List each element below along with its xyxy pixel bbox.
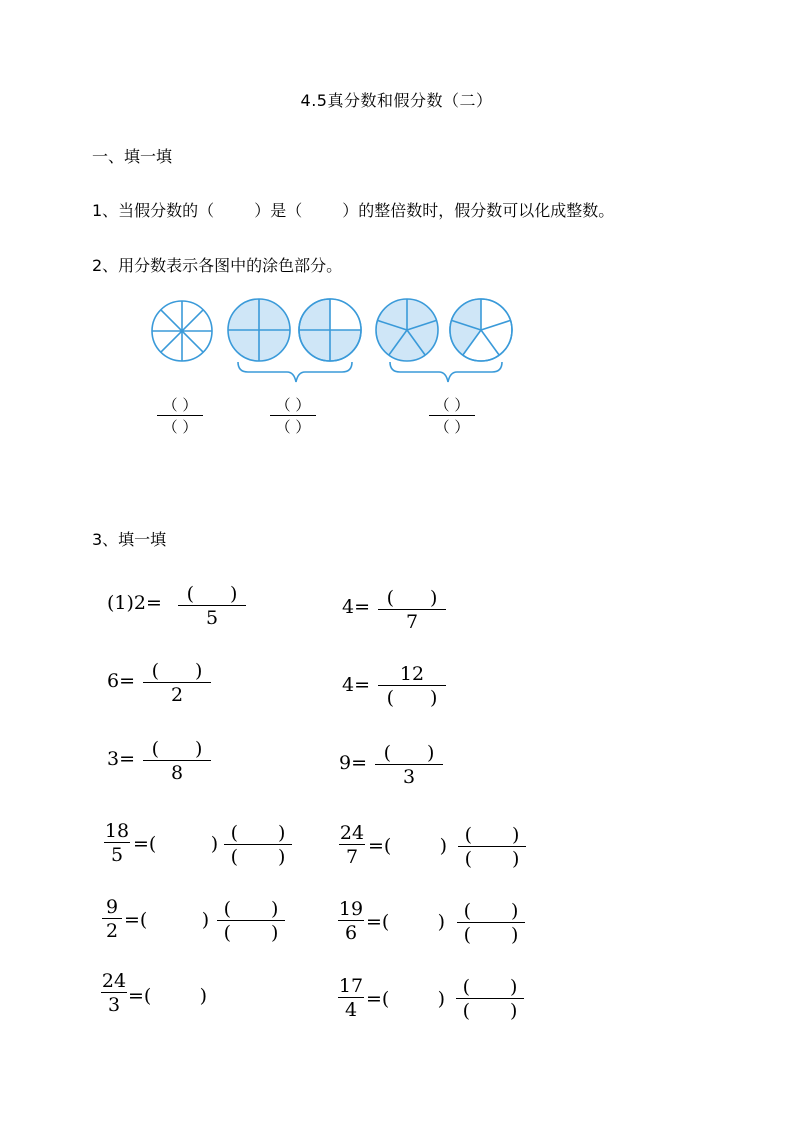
eq-4-fraction[interactable]: 12 ( ) bbox=[378, 663, 446, 708]
eq-2-left: 4= bbox=[342, 596, 371, 618]
mixed-6-source: 17 4 bbox=[338, 975, 364, 1021]
q1-suffix: ）的整倍数时，假分数可以化成整数。 bbox=[342, 201, 615, 220]
mixed-6-whole-blank[interactable]: =( ) bbox=[366, 988, 446, 1010]
eq-1-left: (1)2= bbox=[107, 592, 162, 614]
mixed-3-source: 9 2 bbox=[102, 896, 122, 941]
mixed-2-fraction-blank[interactable]: ( ) ( ) bbox=[458, 824, 526, 869]
eq-2-fraction[interactable]: ( ) 7 bbox=[378, 587, 446, 632]
answer-fraction-1[interactable]: （ ） （ ） bbox=[155, 395, 205, 436]
brace-left bbox=[238, 362, 352, 382]
q1-prefix: 1、当假分数的（ bbox=[92, 201, 215, 220]
circle-quarters-full bbox=[228, 299, 290, 361]
eq-3-left: 6= bbox=[107, 670, 136, 692]
mixed-1-fraction-blank[interactable]: ( ) ( ) bbox=[224, 822, 292, 867]
mixed-5-source: 24 3 bbox=[101, 970, 127, 1016]
answer-fraction-2[interactable]: （ ） （ ） bbox=[268, 395, 318, 436]
circle-fifths-full bbox=[376, 299, 438, 361]
mixed-3-fraction-blank[interactable]: ( ) ( ) bbox=[217, 898, 285, 943]
mixed-4-fraction-blank[interactable]: ( ) ( ) bbox=[457, 900, 525, 945]
mixed-1-source: 18 5 bbox=[104, 820, 130, 866]
mixed-2-whole-blank[interactable]: =( ) bbox=[368, 835, 448, 857]
question-2: 2、用分数表示各图中的涂色部分。 bbox=[92, 256, 343, 275]
circle-fifths-two bbox=[450, 299, 512, 361]
mixed-5-whole-blank[interactable]: =( ) bbox=[128, 985, 208, 1007]
mixed-6-fraction-blank[interactable]: ( ) ( ) bbox=[456, 976, 524, 1021]
answer-fraction-3[interactable]: （ ） （ ） bbox=[427, 395, 477, 436]
eq-5-fraction[interactable]: ( ) 8 bbox=[143, 738, 211, 783]
mixed-1-whole-blank[interactable]: =( ) bbox=[133, 833, 219, 855]
brace-right bbox=[390, 362, 502, 382]
mixed-3-whole-blank[interactable]: =( ) bbox=[124, 909, 210, 931]
section-heading-1: 一、填一填 bbox=[92, 147, 173, 166]
section-heading-3: 3、填一填 bbox=[92, 530, 167, 549]
mixed-2-source: 24 7 bbox=[339, 822, 365, 868]
eq-4-left: 4= bbox=[342, 674, 371, 696]
circle-eighths bbox=[152, 301, 212, 361]
eq-6-fraction[interactable]: ( ) 3 bbox=[375, 742, 443, 787]
page-title: 4.5真分数和假分数（二） bbox=[300, 91, 493, 110]
mixed-4-whole-blank[interactable]: =( ) bbox=[366, 911, 446, 933]
eq-5-left: 3= bbox=[107, 748, 136, 770]
eq-1-fraction[interactable]: ( ) 5 bbox=[178, 583, 246, 628]
fraction-circles-figure bbox=[140, 290, 530, 390]
q1-mid: ）是（ bbox=[254, 201, 303, 220]
question-1 bbox=[92, 198, 614, 221]
circle-quarters-three bbox=[299, 299, 361, 361]
eq-3-fraction[interactable]: ( ) 2 bbox=[143, 660, 211, 705]
mixed-4-source: 19 6 bbox=[338, 898, 364, 944]
eq-6-left: 9= bbox=[339, 752, 368, 774]
